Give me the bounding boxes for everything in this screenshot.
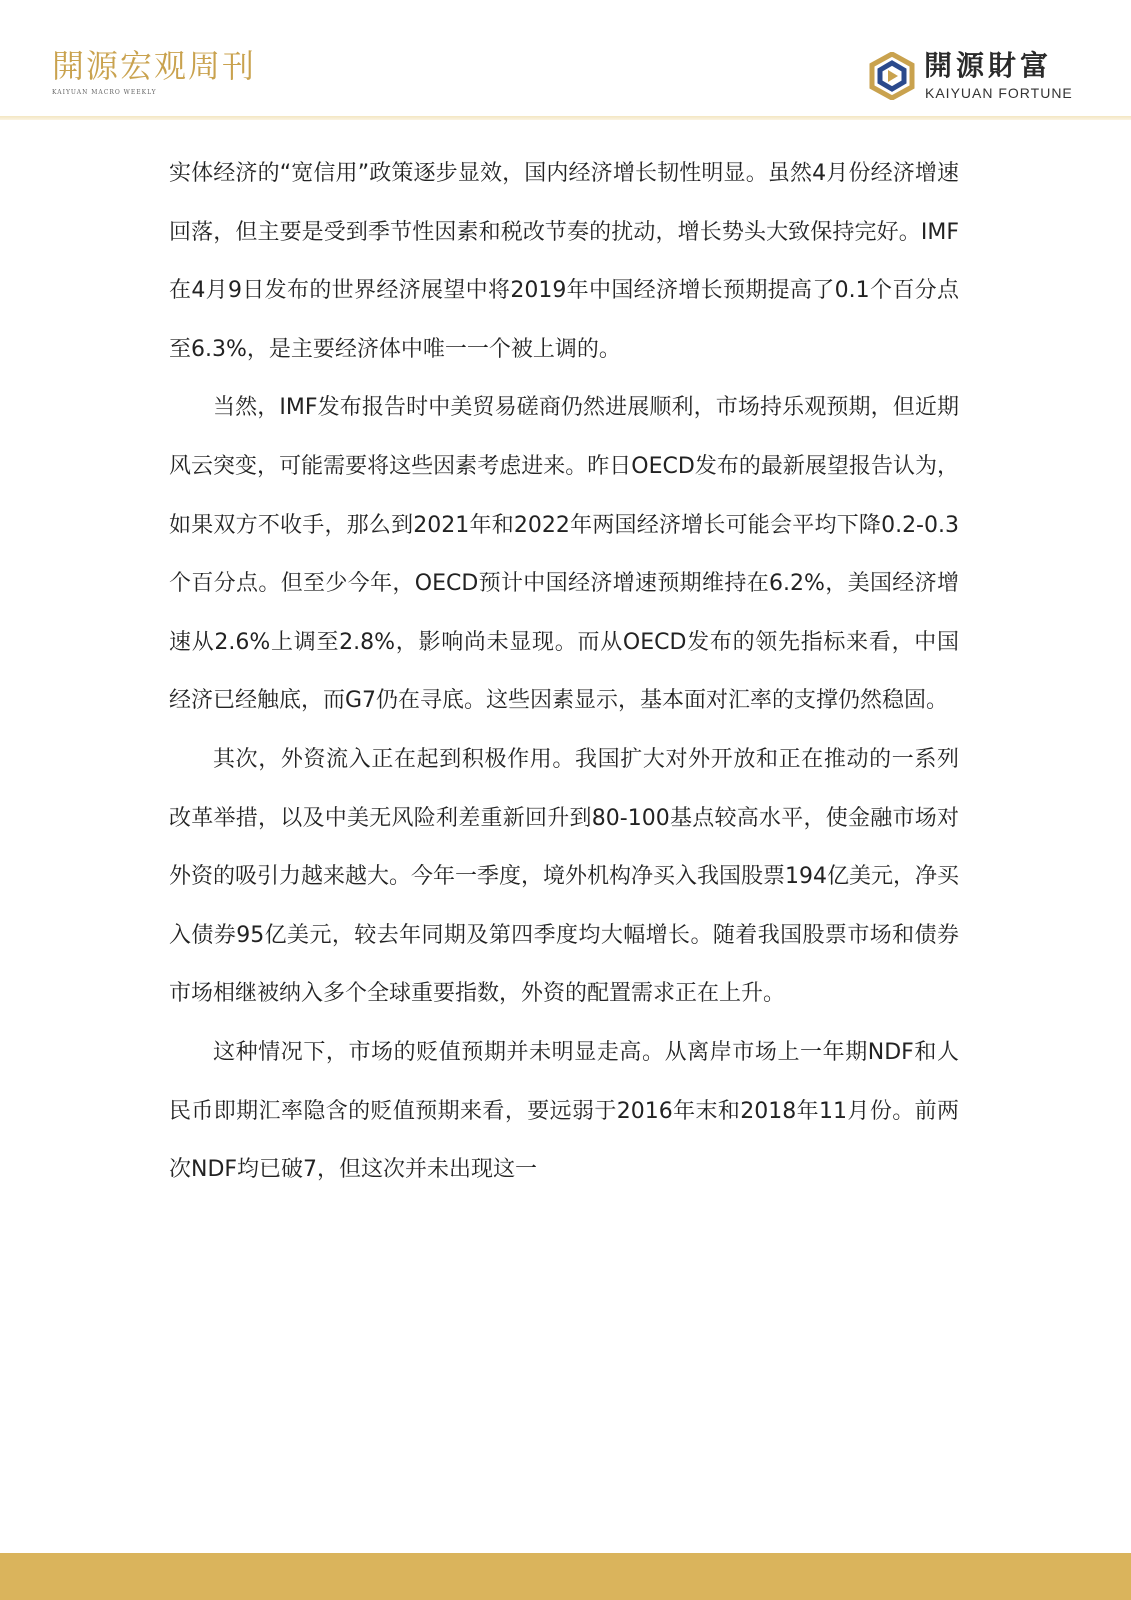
paragraph: 这种情况下，市场的贬值预期并未明显走高。从离岸市场上一年期NDF和人民币即期汇率隐含的贬值预期来看，要远弱于2016年末和2018年11月份。前两次NDF均已破7，但这次并未出现这一 <box>169 1039 959 1183</box>
paragraph: 其次，外资流入正在起到积极作用。我国扩大对外开放和正在推动的一系列改革举措，以及中美无风险利差重新回升到80-100基点较高水平，使金融市场对外资的吸引力越来越大。今年一季度，境外机构净买入我国股票194亿美元，净买入债券95亿美元，较去年同期及第四季度均大幅增长。随着我国股票市场和债券市场相继被纳入多个全球重要指数，外资的配置需求正在上升。 <box>169 746 959 1007</box>
brand-name-en: KAIYUAN FORTUNE <box>925 85 1073 101</box>
masthead <box>52 47 257 96</box>
masthead-subtitle: KAIYUAN MACRO WEEKLY <box>52 89 157 96</box>
header-divider <box>0 116 1131 120</box>
brand-name-cn: 開源財富 <box>924 49 1053 82</box>
footer-band <box>0 1553 1131 1600</box>
kaiyuan-logo-icon <box>868 52 916 100</box>
paragraph: 当然，IMF发布报告时中美贸易磋商仍然进展顺利，市场持乐观预期，但近期风云突变，可能需要将这些因素考虑进来。昨日OECD发布的最新展望报告认为，如果双方不收手，那么到2021年和2022年两国经济增长可能会平均下降0.2-0.3个百分点。但至少今年，OECD预计中国经济增速预期维持在6.2%，美国经济增速从2.6%上调至2.8%，影响尚未显现。而从OECD发布的领先指标来看，中国经济已经触底，而G7仍在寻底。这些因素显示，基本面对汇率的支撑仍然稳固。 <box>169 395 959 714</box>
masthead-title: 開源宏观周刊 <box>52 47 257 85</box>
page-header <box>0 0 1131 118</box>
article-body <box>169 145 959 1200</box>
paragraph: 实体经济的“宽信用”政策逐步显效，国内经济增长韧性明显。虽然4月份经济增速回落，但主要是受到季节性因素和税改节奏的扰动，增长势头大致保持完好。IMF在4月9日发布的世界经济展望中将2019年中国经济增长预期提高了0.1个百分点至6.3%，是主要经济体中唯一一个被上调的。 <box>169 161 959 362</box>
brand-logo-block <box>868 49 1088 102</box>
